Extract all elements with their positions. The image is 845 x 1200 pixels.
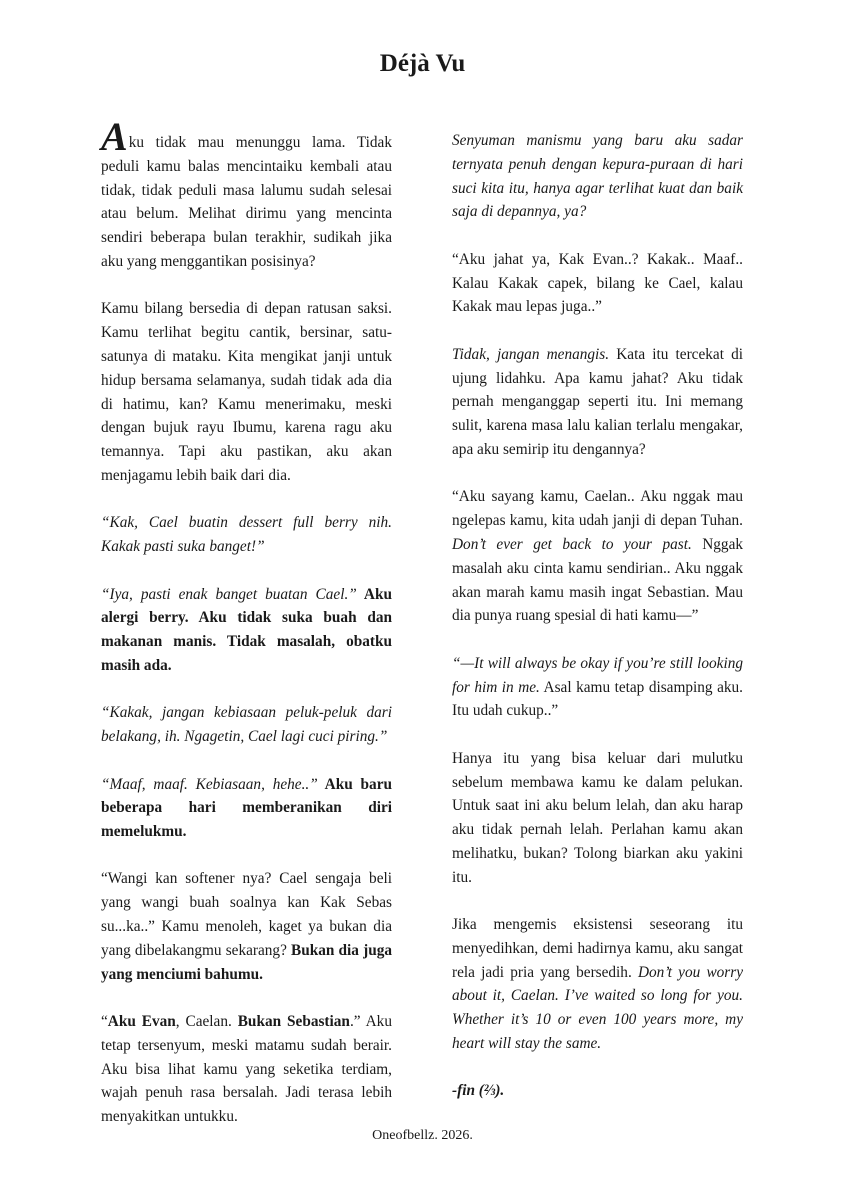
fin-marker [452, 1079, 743, 1103]
paragraph-2: Kamu bilang bersedia di depan ratusan saksi. Kamu terlihat begitu cantik, bersinar, satu-satunya di mataku. Kita mengikat janji untuk hidup bersama selamanya, sudah tidak ada dia di hatimu, kan? Kamu menerimaku, meski dengan bujuk rayu Ibumu, karena ragu aku temannya. Tapi aku pastikan, aku akan menjagamu lebih baik dari dia. [101, 300, 392, 484]
quote-mark: “ [101, 1013, 108, 1031]
bold-text: Aku Evan [107, 1013, 176, 1031]
italic-text: “Kakak, jangan kebiasaan peluk-peluk dari belakang, ih. Ngagetin, Cael lagi cuci piring.” [101, 704, 392, 746]
dialogue-evan-maaf [101, 773, 392, 844]
dialogue-evan-sayang [452, 485, 743, 628]
paragraph-text: Asal kamu tetap disamping aku. Itu udah cukup..” [452, 678, 743, 720]
bold-text: Aku baru beberapa hari memberanikan diri memelukmu. [101, 775, 392, 841]
paragraph-text: ku tidak mau menunggu lama. Tidak peduli kamu balas mencintaiku kembali atau tidak, tidak peduli masa lalumu sudah selesai atau belum. Melihat dirimu yang mencinta sendiri beberapa bulan terakhir, sudikah jika aku yang menggantikan posisinya? [101, 134, 392, 270]
bold-text: Aku alergi berry. Aku tidak suka buah dan makanan manis. Tidak masalah, obatku masih ada. [101, 585, 392, 674]
paragraph-text: .” Aku tetap tersenyum, meski matamu sudah berair. Aku bisa lihat kamu yang seketika terdiam, wajah penuh rasa bersalah. Jadi terasa lebih menyakitkan untukku. [101, 1013, 392, 1126]
dialogue-cael-jahat: “Aku jahat ya, Kak Evan..? Kakak.. Maaf.. Kalau Kakak capek, bilang ke Cael, kalau Kakak mau lepas juga..” [452, 250, 743, 316]
italic-text: “Iya, pasti enak banget buatan Cael.” [101, 585, 357, 603]
footer-credit: Oneofbellz. 2026. [372, 1128, 473, 1143]
drop-cap: A [101, 114, 128, 159]
paragraph-text: Nggak masalah aku cinta kamu sendirian.. Aku nggak akan marah kamu masih ingat Sebastian. Mau dia punya ruang spesial di hati kamu—” [452, 535, 744, 625]
bold-text: Bukan Sebastian [237, 1013, 350, 1031]
dialogue-cael-softener [101, 867, 392, 986]
paragraph-text: Jika mengemis eksistensi seseorang itu menyedihkan, demi hadirnya kamu, aku sangat rela jadi pria yang bersedih. [452, 916, 743, 981]
paragraph-text: , Caelan. [175, 1013, 238, 1031]
italic-text: Don’t you worry about it, Caelan. I’ve waited so long for you. Whether it’s 10 or even 100 years more, my heart will stay the same. [452, 963, 743, 1053]
dialogue-cael-dessert [101, 511, 392, 559]
bold-italic-text: -fin (⅔). [452, 1082, 505, 1100]
paragraph-text: “Aku sayang kamu, Caelan.. Aku nggak mau ngelepas kamu, kita udah janji di depan Tuhan. [452, 488, 743, 530]
paragraph-senyuman [452, 129, 743, 224]
paragraph-jangan-menangis [452, 343, 743, 462]
bold-text: Bukan dia juga yang menciumi bahumu. [101, 941, 393, 983]
left-column [101, 114, 393, 1153]
italic-text: “Maaf, maaf. Kebiasaan, hehe..” [101, 775, 318, 793]
paragraph-1 [101, 114, 392, 274]
right-column [452, 129, 743, 1127]
italic-text: “—It will always be okay if you’re still looking for him in me. [452, 654, 743, 696]
paragraph-mengemis [452, 913, 743, 1056]
dialogue-cael-okay [452, 652, 743, 723]
dialogue-cael-peluk [101, 701, 392, 749]
page-title: Déjà Vu [379, 50, 466, 77]
paragraph-text: “Wangi kan softener nya? Cael sengaja beli yang wangi buah soalnya kan Kak Sebas su...ka..” Kamu menoleh, kaget ya bukan dia yang dibelakangmu sekarang? [101, 870, 392, 959]
italic-text: Don’t ever get back to your past. [452, 535, 692, 553]
paragraph-text: Kata itu tercekat di ujung lidahku. Apa kamu jahat? Aku tidak pernah menganggap seperti itu. Ini memang sulit, karena masa lalu kalian terlalu mengakar, apa aku semirip itu dengannya? [452, 345, 744, 458]
italic-text: Senyuman manismu yang baru aku sadar ternyata penuh dengan kepura-puraan di hari suci kita itu, hanya agar terlihat kuat dan baik saja di depannya, ya? [452, 132, 743, 221]
paragraph-pelukan: Hanya itu yang bisa keluar dari mulutku sebelum membawa kamu ke dalam pelukan. Untuk saat ini aku belum lelah, dan aku harap aku tidak pernah lelah. Perlahan kamu akan melihatku, bukan? Tolong biarkan aku yakini itu. [452, 749, 743, 886]
italic-text: Tidak, jangan menangis. [452, 345, 610, 363]
italic-text: “Kak, Cael buatin dessert full berry nih. Kakak pasti suka banget!” [101, 514, 392, 556]
dialogue-evan-berry [101, 583, 392, 678]
dialogue-evan-name [101, 1010, 392, 1129]
